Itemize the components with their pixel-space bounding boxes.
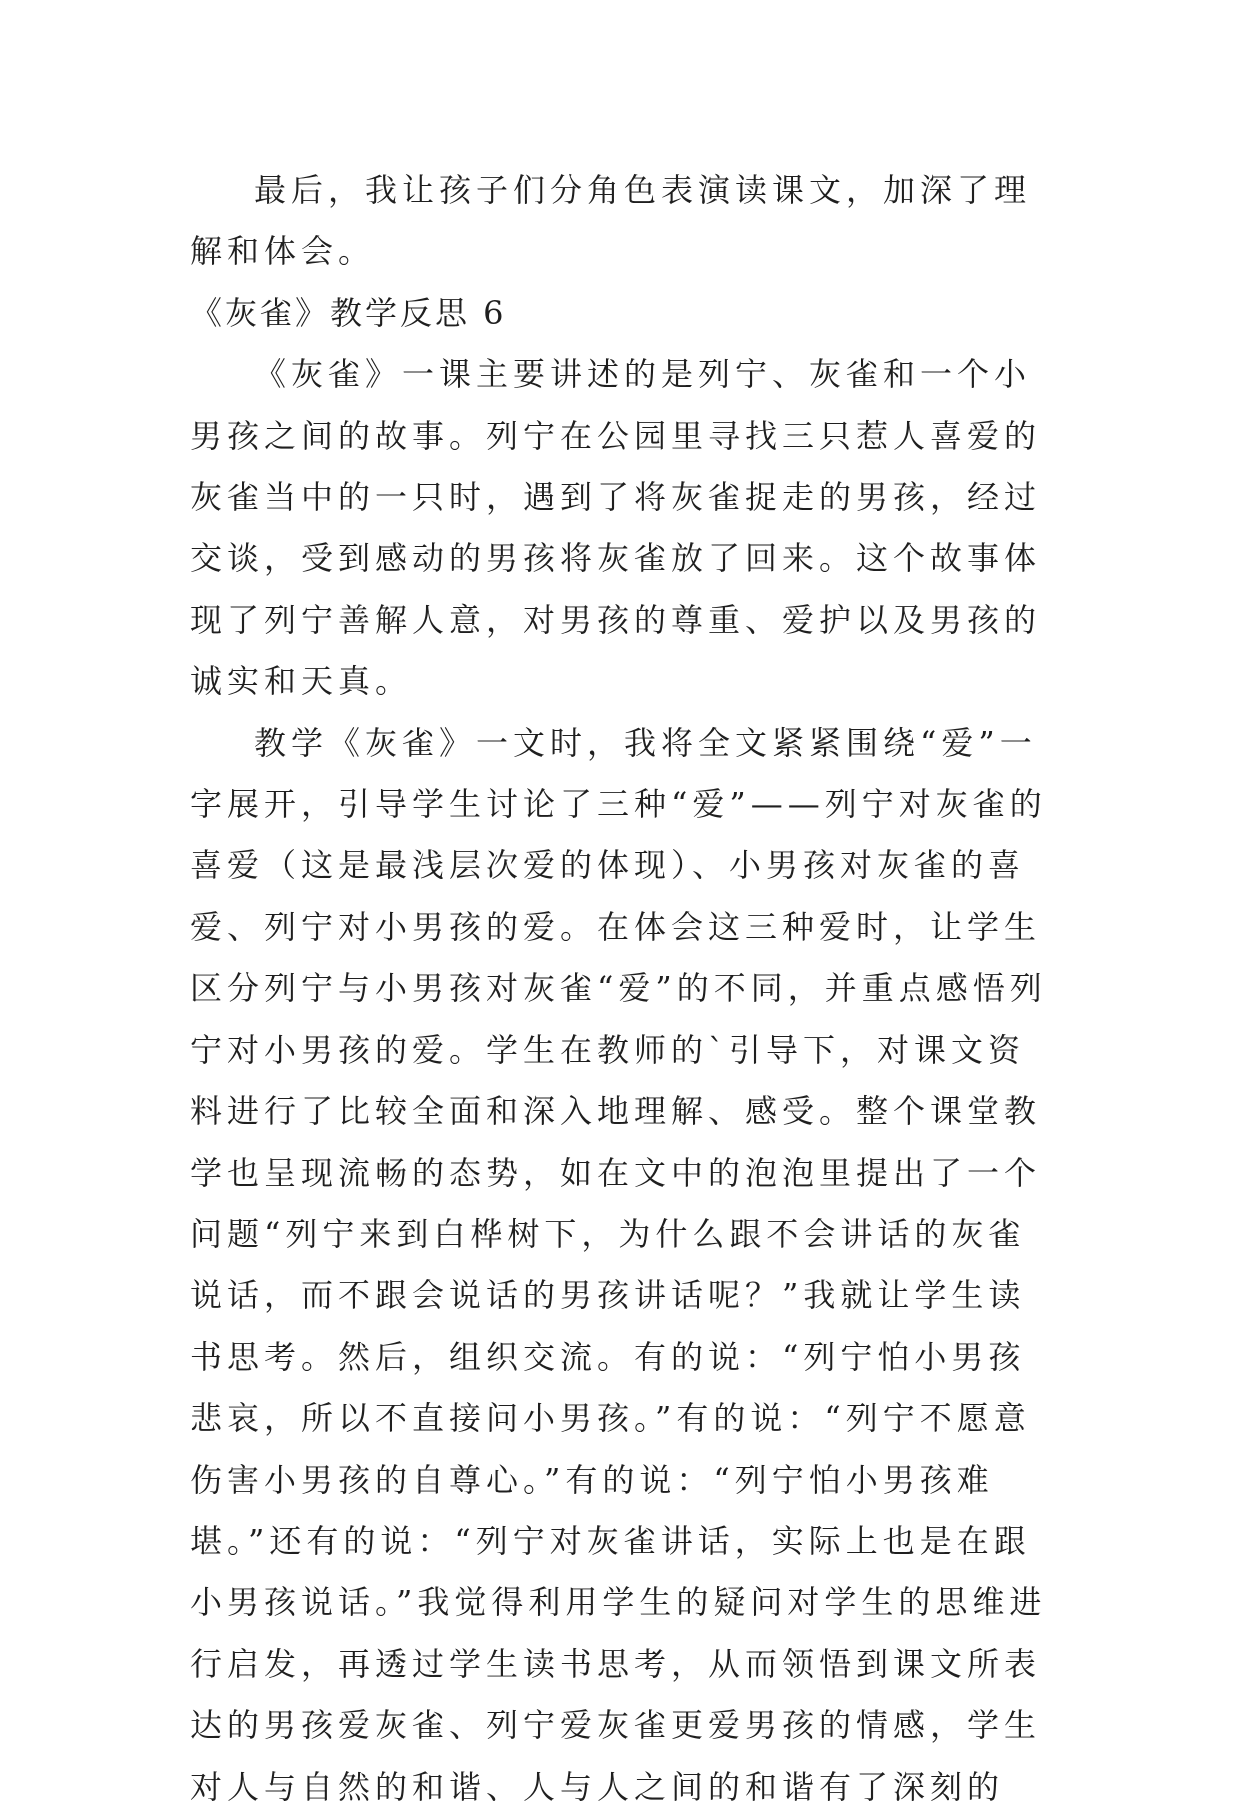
paragraph-summary: 《灰雀》一课主要讲述的是列宁、灰雀和一个小男孩之间的故事。列宁在公园里寻找三只惹人喜爱的灰雀当中的一只时，遇到了将灰雀捉走的男孩，经过交谈，受到感动的男孩将灰雀放了回来。这个故事体现了列宁善解人意，对男孩的尊重、爱护以及男孩的诚实和天真。 (190, 355, 1042, 701)
document-body (190, 160, 1050, 1818)
paragraph-reflection: 教学《灰雀》一文时，我将全文紧紧围绕“爱”一字展开，引导学生讨论了三种“爱”——列宁对灰雀的喜爱（这是最浅层次爱的体现）、小男孩对灰雀的喜爱、列宁对小男孩的爱。在体会这三种爱时，让学生区分列宁与小男孩对灰雀“爱”的不同，并重点感悟列宁对小男孩的爱。学生在教师的`引导下，对课文资料进行了比较全面和深入地理解、感受。整个课堂教学也呈现流畅的态势，如在文中的泡泡里提出了一个问题“列宁来到白桦树下，为什么跟不会讲话的灰雀说话，而不跟会说话的男孩讲话呢？”我就让学生读书思考。然后，组织交流。有的说：“列宁怕小男孩悲哀，所以不直接问小男孩。”有的说：“列宁不愿意伤害小男孩的自尊心。”有的说：“列宁怕小男孩难堪。”还有的说：“列宁对灰雀讲话，实际上也是在跟小男孩说话。”我觉得利用学生的疑问对学生的思维进行启发，再透过学生读书思考，从而领悟到课文所表达的男孩爱灰雀、列宁爱灰雀更爱男孩的情感，学生对人与自然的和谐、人与人之间的和谐有了深刻的 (190, 723, 1047, 1806)
section-heading: 《灰雀》教学反思 6 (190, 293, 507, 332)
paragraph-closing: 最后，我让孩子们分角色表演读课文，加深了理解和体会。 (190, 171, 1032, 271)
